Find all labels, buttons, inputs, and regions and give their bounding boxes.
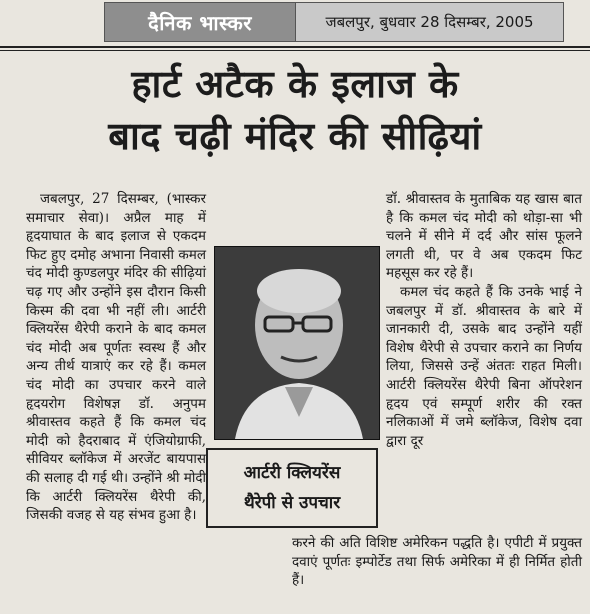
caption-line-1: आर्टरी क्लियरेंस (243, 463, 341, 483)
article-paragraph: करने की अति विशिष्ट अमेरिकन पद्धति है। एपीटी में प्रयुक्त दवाएं पूर्णतः इम्पोर्टेड तथा सिर्फ अमेरिका में ही निर्मित होती हैं। (292, 535, 582, 589)
headline-line-2: बाद चढ़ी मंदिर की सीढ़ियां (108, 114, 482, 158)
newspaper-logo: दैनिक भास्कर (104, 2, 296, 42)
article-column-right (386, 190, 582, 450)
headline (0, 58, 590, 162)
portrait-photo (214, 246, 380, 440)
article-paragraph: डॉ. श्रीवास्तव के मुताबिक यह खास बात है कि कमल चंद मोदी को थोड़ा-सा भी चलने में सीने में दर्द और सांस फूलने लगती थी, पर वे अब एकदम फिट महसूस कर रहे हैं। (386, 191, 582, 282)
caption-line-2: थैरेपी से उपचार (243, 493, 341, 513)
article-continuation (292, 534, 582, 590)
masthead (104, 2, 564, 42)
article-paragraph: जबलपुर, 27 दिसम्बर, (भास्कर समाचार सेवा)। अप्रैल माह में हृदयाघात के बाद इलाज से एकदम फिट हुए दमोह अभाना निवासी कमल चंद मोदी कुण्डलपुर मंदिर की सीढ़ियां चढ़ गए और उन्होंने इस दौरान किसी किस्म की दवा भी नहीं ली। आर्टरी क्लियरेंस थैरेपी कराने के बाद कमल चंद मोदी अब पूर्णतः स्वस्थ हैं और अन्य तीर्थ यात्राएं कर रहे हैं। कमल चंद मोदी का उपचार करने वाले हृदयरोग विशेषज्ञ डॉ. अनुपम श्रीवास्तव कहते हैं कि कमल चंद मोदी को हैदराबाद में एंजियोग्राफी, सीवियर ब्लॉकेज में अरजेंट बायपास की सलाह दी गई थी। उन्होंने श्री मोदी कि आर्टरी क्लियरेंस थैरेपी की, जिसकी वजह से यह संभव हुआ है। (26, 191, 206, 524)
headline-line-1: हार्ट अटैक के इलाज के (131, 62, 459, 106)
dateline: जबलपुर, बुधवार 28 दिसम्बर, 2005 (296, 2, 564, 42)
photo-caption (206, 448, 378, 528)
top-rule-thin (0, 50, 590, 51)
portrait-image (215, 247, 379, 439)
top-rule (0, 46, 590, 48)
article-paragraph: कमल चंद कहते हैं कि उनके भाई ने जबलपुर में डॉ. श्रीवास्तव के बारे में जानकारी दी, उसके बाद उन्होंने यहीं विशेष थैरेपी से उपचार कराने का निर्णय लिया, जिससे उन्हें अंततः राहत मिली। आर्टरी क्लियरेंस थैरेपी बिना ऑपरेशन हृदय एवं सम्पूर्ण शरीर की रक्त नलिकाओं में जमे ब्लॉकेज, विशेष दवा द्वारा दूर (386, 283, 582, 449)
